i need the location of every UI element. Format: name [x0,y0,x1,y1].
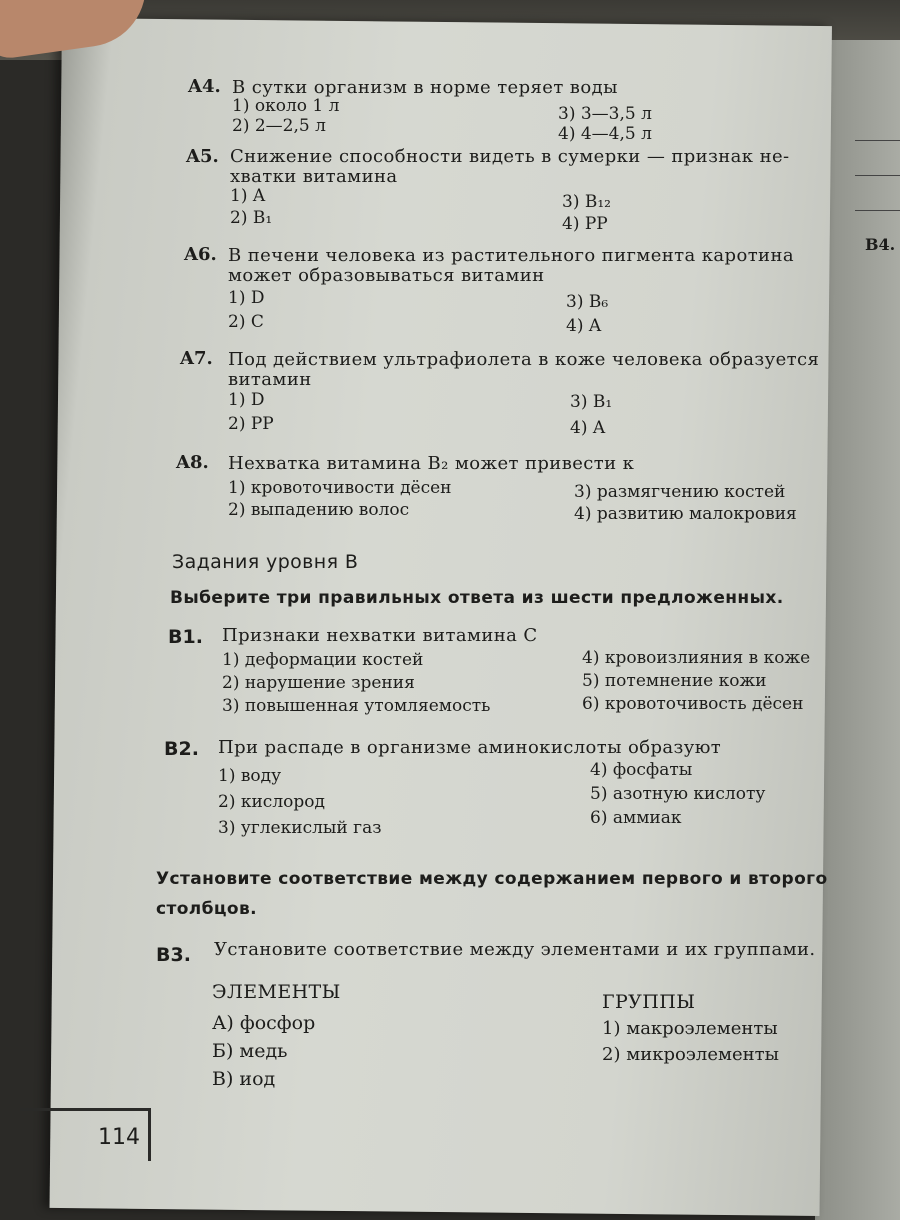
answer-option: 6) аммиак [590,808,682,828]
question-number: A7. [180,348,213,369]
question-number: A6. [184,244,217,265]
answer-option: 2) кислород [218,792,325,812]
question-number: A8. [176,452,209,473]
answer-option: 4) A [566,316,602,336]
answer-option: 2) выпадению волос [228,500,410,520]
question-number: A5. [186,146,219,167]
answer-option: 3) углекислый газ [218,818,382,838]
question-text: Признаки нехватки витамина С [222,625,538,646]
answer-option: 4) PP [562,214,608,234]
page-number: 114 [98,1125,140,1150]
answer-option: 1) деформации костей [222,650,424,670]
answer-option: 4) 4—4,5 л [558,124,652,144]
answer-option: 6) кровоточивость дёсен [582,694,804,714]
answer-option: 2) 2—2,5 л [232,116,326,136]
answer-option: 3) B₆ [566,292,609,312]
match-left-item: А) фосфор [212,1012,316,1034]
answer-option: 5) азотную кислоту [590,784,766,804]
answer-option: 3) B₁₂ [562,192,611,212]
answer-option: 4) кровоизлияния в коже [582,648,811,668]
answer-option: 1) A [230,186,266,206]
question-text: Под действием ультрафиолета в коже человека образуется витамин [228,349,820,390]
answer-option: 1) около 1 л [232,96,340,116]
left-column-header: ЭЛЕМЕНТЫ [212,981,341,1003]
answer-option: 2) C [228,312,264,332]
answer-option: 5) потемнение кожи [582,671,767,691]
question-number: B2. [164,738,199,760]
answer-option: 2) B₁ [230,208,273,228]
question-number: B3. [156,944,191,966]
match-instruction: Установите соответствие между содержанием первого и второго столбцов. [156,869,828,919]
answer-option: 3) размягчению костей [574,482,786,502]
answer-option: 4) A [570,418,606,438]
answer-option: 2) нарушение зрения [222,673,415,693]
right-column-header: ГРУППЫ [602,991,696,1013]
match-right-item: 2) микроэлементы [602,1044,779,1065]
question-text: Установите соответствие между элементами и их группами. [214,939,816,960]
question-text: Нехватка витамина B₂ может привести к [228,453,635,474]
answer-option: 3) 3—3,5 л [558,104,652,124]
answer-option: 1) воду [218,766,282,786]
match-left-item: Б) медь [212,1040,288,1062]
section-instruction: Выберите три правильных ответа из шести предложенных. [170,588,784,608]
match-right-item: 1) макроэлементы [602,1018,778,1039]
answer-option: 4) фосфаты [590,760,693,780]
next-page-question-label: B4. [865,235,896,254]
question-number: A4. [188,76,221,97]
question-text: В печени человека из растительного пигмента каротина может образовываться витамин [228,245,794,286]
question-text: В сутки организм в норме теряет воды [232,77,618,98]
answer-option: 2) PP [228,414,274,434]
question-number: B1. [168,626,203,648]
answer-option: 1) кровоточивости дёсен [228,478,452,498]
answer-option: 4) развитию малокровия [574,504,797,524]
answer-option: 1) D [228,288,265,308]
answer-option: 1) D [228,390,265,410]
match-left-item: В) иод [212,1068,276,1090]
question-text: При распаде в организме аминокислоты образуют [218,737,722,758]
question-text: Снижение способности видеть в сумерки — признак не- хватки витамина [230,146,790,187]
answer-option: 3) повышенная утомляемость [222,696,491,716]
section-heading: Задания уровня В [172,551,359,573]
answer-option: 3) B₁ [570,392,613,412]
